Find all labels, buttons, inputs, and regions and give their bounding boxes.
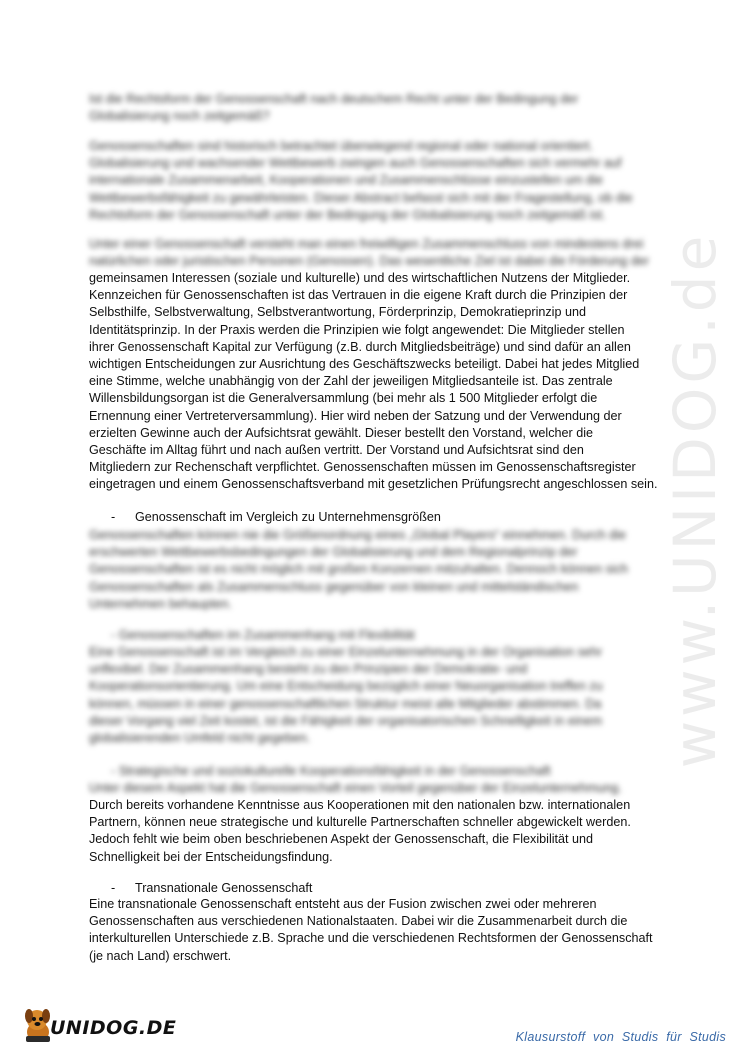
text-line: ihrer Genossenschaft Kapital zur Verfügung (z.B. durch Mitgliedsbeiträge) und sind dafür an allen: [89, 339, 631, 354]
footer-slogan: Klausurstoff von Studis für Studis: [515, 1030, 726, 1044]
bullet-dash: -: [111, 881, 116, 895]
text-line: Ist die Rechtsform der Genossenschaft nach deutschem Recht unter der Bedingung der: [89, 92, 579, 106]
section2-blurred-heading: - Genossenschaften im Zusammenhang mit Flexibilität: [111, 628, 415, 642]
text-line: Eine transnationale Genossenschaft entsteht aus der Fusion zwischen zwei oder mehreren: [89, 897, 597, 911]
text-line: Unter einer Genossenschaft versteht man einen freiwilligen Zusammenschluss von mindestens drei: [89, 237, 644, 251]
text-line: Wettbewerbsfähigkeit zu gewährleisten. Dieser Abstract befasst sich mit der Fragestellung, ob die: [89, 190, 633, 205]
text-line: Kennzeichen für Genossenschaften ist das Vertrauen in die eigene Kraft durch die Prinzipien der: [89, 288, 628, 303]
text-line: eine Stimme, welche unabhängig von der Zahl der jeweiligen Mitgliedsanteile ist. Das zentrale: [89, 374, 613, 389]
section4-body: [89, 896, 655, 965]
main-paragraph: [89, 270, 658, 494]
text-line: Genossenschaften können nie die Größenordnung eines „Global Players“ einnehmen. Durch die: [89, 528, 626, 542]
section3-blurred-heading: - Strategische und soziokulturelle Kooperationsfähigkeit in der Genossenschaft: [111, 764, 551, 778]
text-line: Genossenschaften sind historisch betrachtet überwiegend regional oder national orientiert.: [89, 139, 594, 153]
text-line: erschwerten Wettbewerbsbedingungen der Globalisierung und dem Regionalprinzip der: [89, 545, 578, 560]
blurred-intro: [89, 236, 655, 270]
text-line: Identitätsprinzip. In der Praxis werden die Prinzipien wie folgt angewendet: Die Mitglieder stellen: [89, 322, 625, 337]
text-line: Mitgliedern zur Rechenschaft verpflichtet. Genossenschaften müssen im Genossenschaftsregister: [89, 460, 636, 475]
text-line: Unter diesem Aspekt hat die Genossenschaft einen Vorteil gegenüber der Einzelunternehmung.: [89, 781, 622, 795]
text-line: können, müssen in einer genossenschaftlichen Struktur meist alle Mitglieder abstimmen. Da: [89, 696, 602, 711]
section2-blurred-body: [89, 644, 655, 747]
text-line: Ernennung einer Vertreterversammlung). Hier wird neben der Satzung und der Verwendung der: [89, 408, 622, 423]
blurred-abstract: [89, 138, 655, 224]
section3-blurred-body: [89, 780, 655, 797]
section-heading-text: Genossenschaft im Vergleich zu Unternehmensgrößen: [135, 510, 441, 524]
text-line: Eine Genossenschaft ist im Vergleich zu einer Einzelunternehmung in der Organisation sehr: [89, 645, 603, 659]
text-line: internationale Zusammenarbeit, Kooperationen und Zusammenschlüsse einzustellen um die: [89, 173, 603, 188]
text-line: Genossenschaften als Zusammenschluss gegenüber von kleinen und mittelständischen: [89, 579, 579, 594]
text-line: erzielten Gewinne auch der Aufsichtsrat gewählt. Dieser bestellt den Vorstand, welcher die: [89, 425, 594, 440]
watermark: www.UNIDOG.de: [661, 231, 729, 769]
text-line: Unternehmen behaupten.: [89, 596, 232, 611]
text-line: Durch bereits vorhandene Kenntnisse aus Kooperationen mit den nationalen bzw. internationalen: [89, 798, 631, 812]
text-line: Globalisierung noch zeitgemäß?: [89, 109, 270, 124]
section1-blurred-body: [89, 527, 655, 613]
text-line: natürlichen oder juristischen Personen (Genossen). Das wesentliche Ziel ist dabei die Förderung der: [89, 254, 650, 269]
unidog-logo: [22, 1006, 177, 1046]
section-heading-transnationale: [111, 880, 312, 897]
section-heading-unternehmensgroessen: [111, 509, 441, 526]
text-line: interkulturellen Unterschiede z.B. Sprache und die verschiedenen Rechtsformen der Genossenschaft: [89, 931, 653, 946]
text-line: Schnelligkeit bei der Entscheidungsfindung.: [89, 849, 333, 864]
text-line: Kooperationsorientierung. Um eine Entscheidung bezüglich einer Neuorganisation treffen zu: [89, 679, 603, 694]
logo-text: UNIDOG.DE: [50, 1017, 177, 1039]
text-line: globalisierenden Umfeld nicht gegeben.: [89, 731, 311, 746]
text-line: Rechtsform der Genossenschaft unter der Bedingung der Globalisierung noch zeitgemäß ist.: [89, 207, 606, 222]
text-line: dieser Vorgang viel Zeit kostet, ist die Fähigkeit der organisatorischen Schnelligkeit in einem: [89, 713, 603, 728]
section-heading-text: Transnationale Genossenschaft: [135, 881, 313, 895]
text-line: eingetragen und einem Genossenschaftsverband mit gesetzlichen Prüfungsrecht angeschlossen sein.: [89, 477, 658, 492]
text-line: Genossenschaften ist es nicht möglich mit großen Konzernen mitzuhalten. Dennoch können sich: [89, 562, 629, 577]
text-line: Jedoch fehlt wie beim oben beschriebenen Aspekt der Genossenschaft, die Flexibilität und: [89, 832, 594, 847]
text-line: Genossenschaften aus verschiedenen Nationalstaaten. Dabei wir die Zusammenarbeit durch die: [89, 914, 628, 929]
text-line: Geschäfte im Alltag führt und nach außen vertritt. Der Vorstand und Aufsichtsrat sind den: [89, 443, 584, 458]
bullet-dash: -: [111, 510, 116, 524]
text-line: Willensbildungsorgan ist die Generalversammlung (bei mehr als 1 500 Mitglieder erfolgt die: [89, 391, 598, 406]
text-line: wichtigen Entscheidungen zur Ausrichtung des Geschäftszwecks beteiligt. Dabei hat jedes Mitglied: [89, 357, 640, 372]
blurred-heading: [89, 91, 655, 125]
text-line: (je nach Land) erschwert.: [89, 948, 232, 963]
text-line: Selbsthilfe, Selbstverwaltung, Selbstverantwortung, Förderprinzip, Demokratieprinzip und: [89, 305, 586, 320]
text-line: gemeinsamen Interessen (soziale und kulturelle) und des wirtschaftlichen Nutzens der Mitglieder.: [89, 271, 631, 285]
section3-body: [89, 797, 655, 866]
text-line: Partnern, können neue strategische und kulturelle Partnerschaften schneller abgewickelt werden.: [89, 815, 631, 830]
text-line: unflexibel. Der Zusammenhang besteht zu den Prinzipien der Demokratie- und: [89, 662, 528, 677]
text-line: Globalisierung und wachsender Wettbewerb zwingen auch Genossenschaften sich vermehr auf: [89, 156, 622, 171]
